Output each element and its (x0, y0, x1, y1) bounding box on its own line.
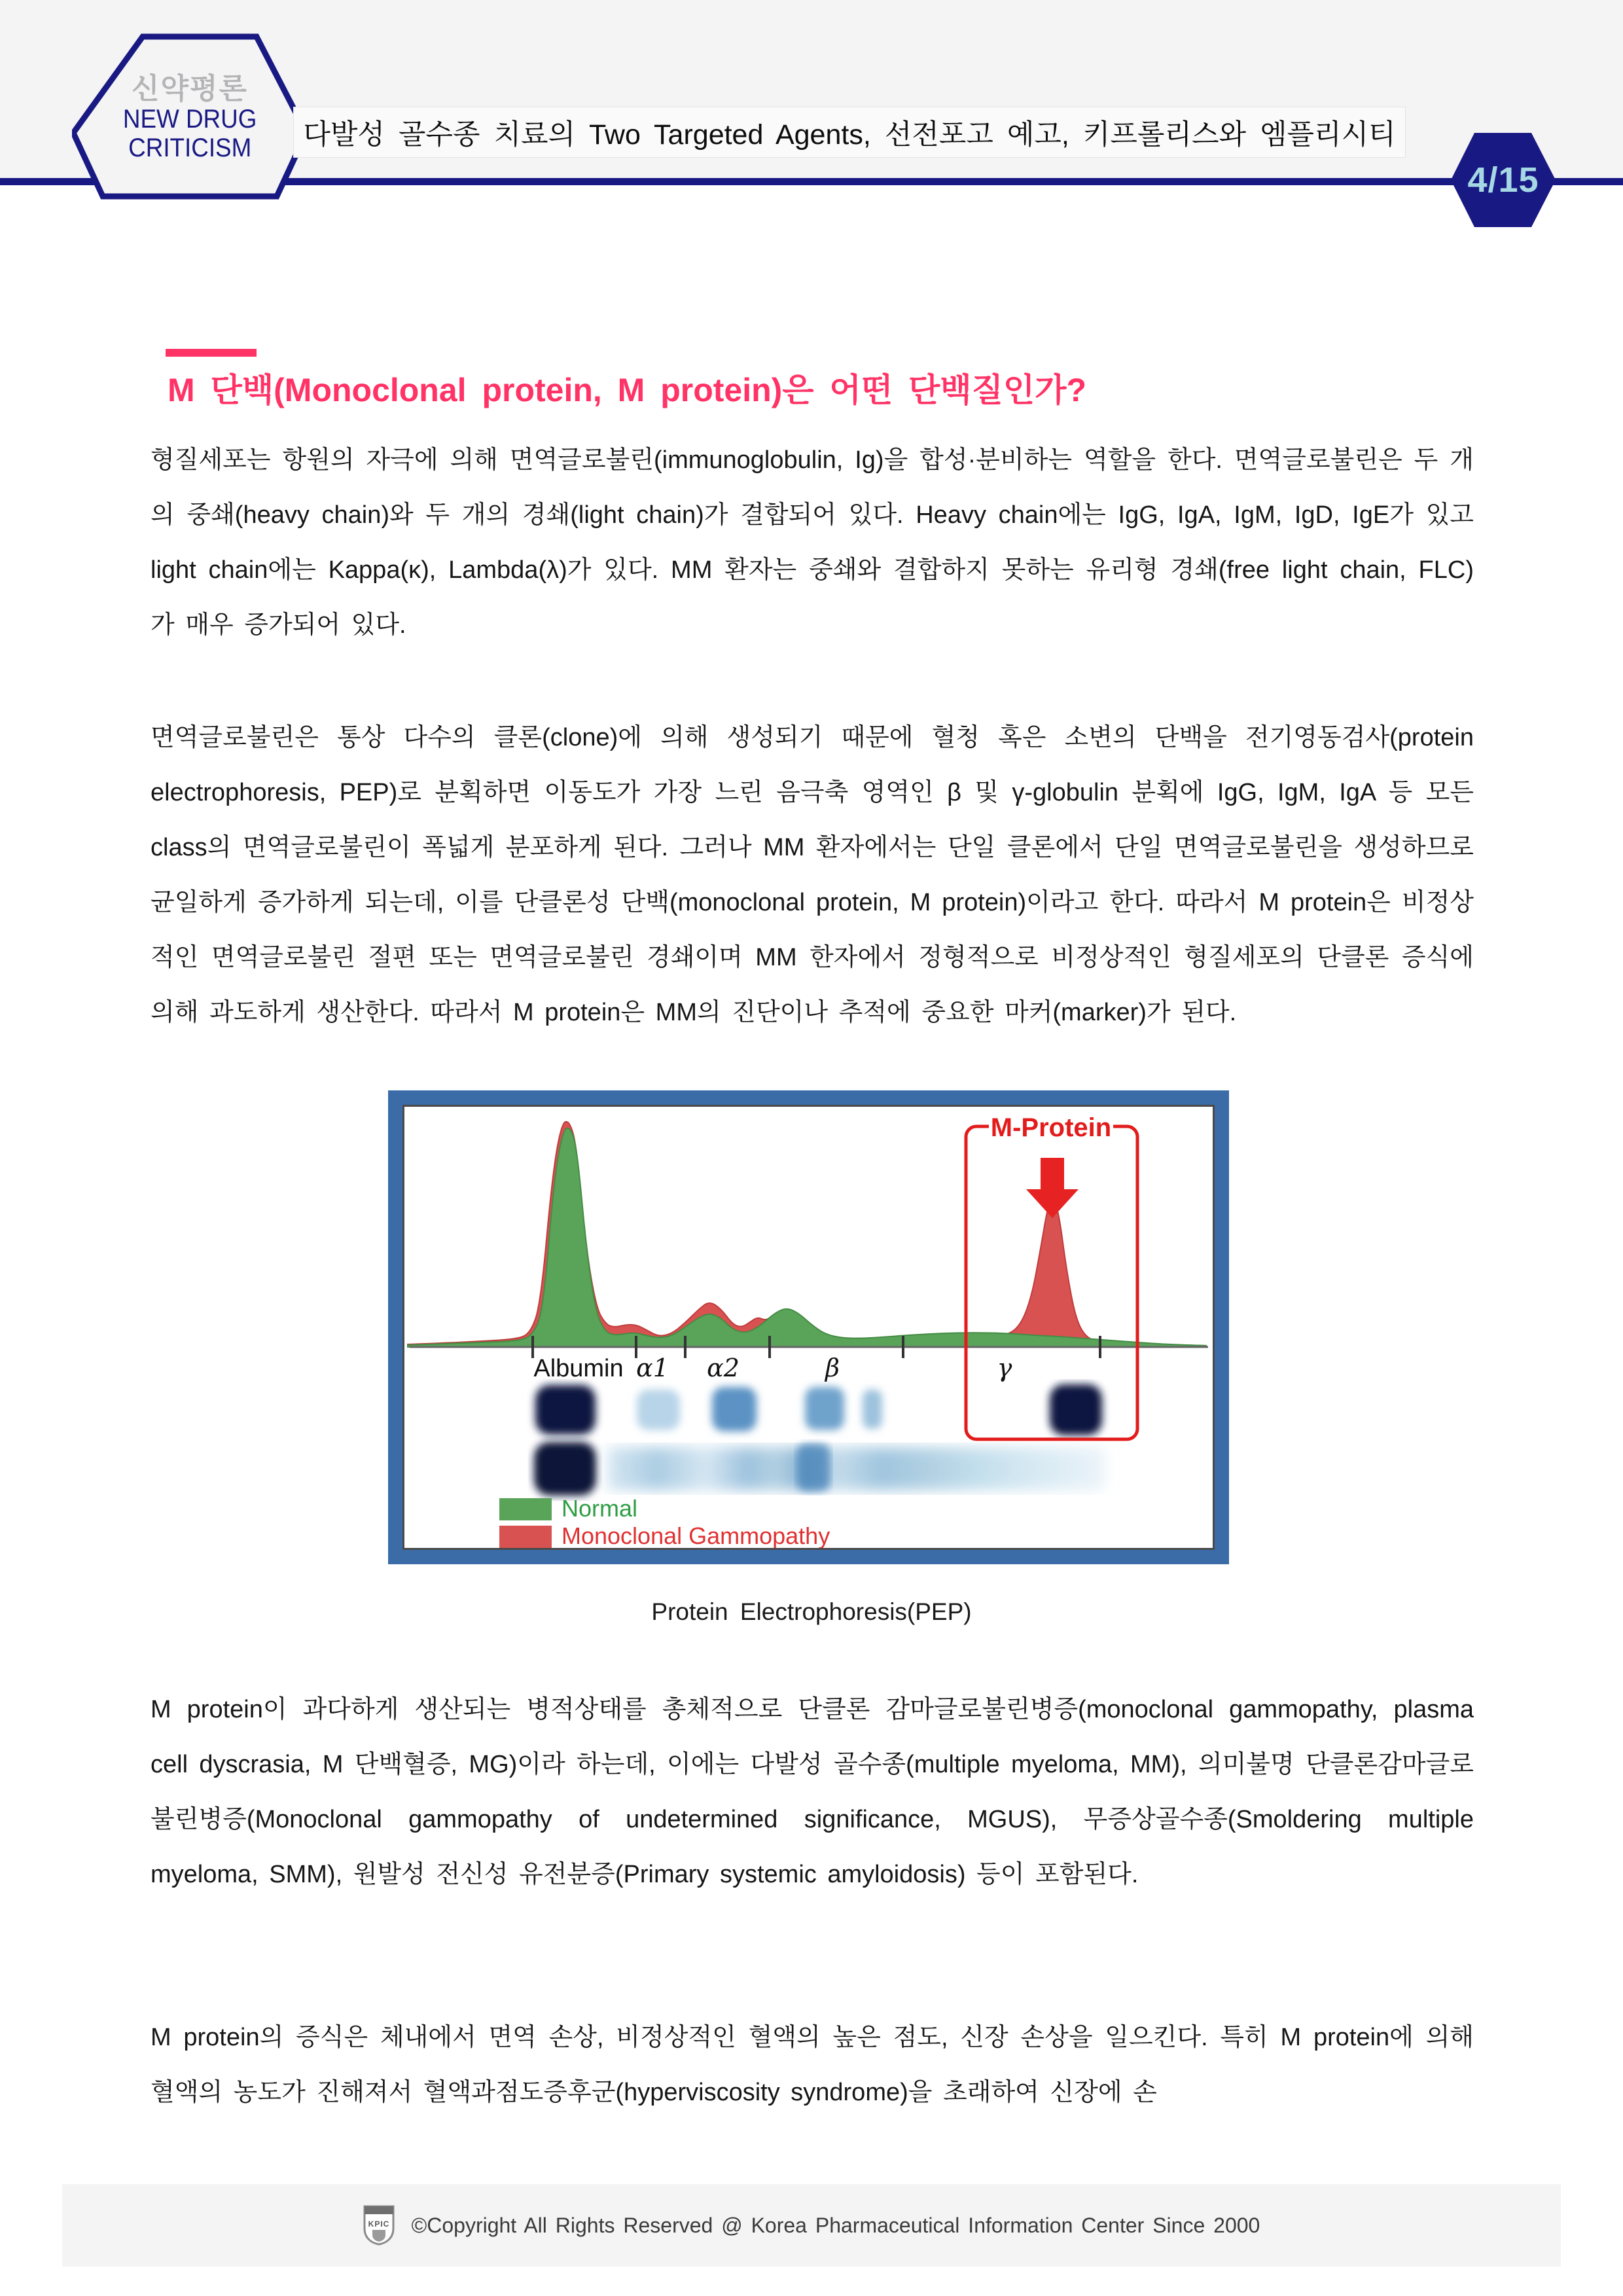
copyright-text: ©Copyright All Rights Reserved @ Korea Pharmaceutical Information Center Since 2000 (411, 2213, 1260, 2237)
paragraph-3: M protein이 과다하게 생산되는 병적상태를 총체적으로 단클론 감마글로불린병증(monoclonal gammopathy, plasma cell dyscrasia, M 단백혈증, MG)이라 하는데, 이에는 다발성 골수종(multiple myeloma, MM), 의미불명 단클론감마글로불린병증(Monoclonal gammopathy of undetermined significance, MGUS), 무증상골수종(Smoldering multiple myeloma, SMM), 원발성 전신성 유전분증(Primary systemic amyloidosis) 등이 포함된다. (151, 1696, 1474, 1888)
gel-lane-normal (534, 1442, 1105, 1496)
logo-korean-text: 신약평론 (131, 72, 248, 105)
paragraph-2: 면역글로불린은 통상 다수의 클론(clone)에 의해 생성되기 때문에 혈청 혹은 소변의 단백을 전기영동검사(protein electrophoresis, PEP)로 분획하면 이동도가 가장 느린 음극축 영역인 β 및 γ-globulin 분획에 IgG, IgM, IgA 등 모든 class의 면역글로불린이 폭넓게 분포하게 된다. 그러나 MM 환자에서는 단일 클론에서 단일 면역글로불린을 생성하므로 균일하게 증가하게 되는데, 이를 단클론성 단백(monoclonal protein, M protein)이라고 한다. 따라서 M protein은 비정상적인 면역글로불린 절편 또는 면역글로불린 경쇄이며 MM 한자에서 정형적으로 비정상적인 형질세포의 단클론 증식에 의해 과도하게 생산한다. 따라서 M protein은 MM의 진단이나 추적에 중요한 마커(marker)가 된다. (151, 724, 1474, 1026)
gel-lane-monoclonal (535, 1384, 1102, 1435)
logo-english-line2: CRITICISM (128, 134, 252, 163)
document-title-bar (293, 107, 1406, 158)
axis-label-beta: β (825, 1354, 840, 1382)
axis-label-alpha1: α1 (636, 1354, 669, 1382)
m-protein-label: M-Protein (990, 1113, 1112, 1142)
paragraph-4: M protein의 증식은 체내에서 면역 손상, 비정상적인 혈액의 높은 점도, 신장 손상을 일으킨다. 특히 M protein에 의해 혈액의 농도가 진해져서 혈액과점도증후군(hyperviscosity syndrome)을 초래하여 신장에 손 (151, 2024, 1474, 2106)
legend-label-monoclonal: Monoclonal Gammopathy (562, 1522, 830, 1548)
pep-figure-inner (402, 1105, 1215, 1550)
axis-label-alpha2: α2 (707, 1354, 740, 1382)
axis-label-albumin: Albumin (533, 1355, 624, 1382)
footer (62, 2184, 1561, 2267)
paragraph-1: 형질세포는 항원의 자극에 의해 면역글로불린(immunoglobulin, Ig)을 합성·분비하는 역할을 한다. 면역글로불린은 두 개의 중쇄(heavy chain)와 두 개의 경쇄(light chain)가 결합되어 있다. Heavy chain에는 IgG, IgA, IgM, IgD, IgE가 있고 light chain에는 Kappa(κ), Lambda(λ)가 있다. MM 환자는 중쇄와 결합하지 못하는 유리형 경쇄(free light chain, FLC)가 매우 증가되어 있다. (151, 446, 1474, 639)
logo-english-line1: NEW DRUG (122, 105, 257, 134)
legend-swatch-normal (499, 1498, 552, 1520)
figure-caption: Protein Electrophoresis(PEP) (651, 1598, 972, 1625)
normal-curve (408, 1128, 1206, 1347)
m-protein-arrow-icon (1026, 1158, 1079, 1218)
document-title: 다발성 골수종 치료의 Two Targeted Agents, 선전포고 예고, 키프롤리스와 엠플리시티 (303, 118, 1396, 151)
section-heading: M 단백(Monoclonal protein, M protein)은 어떤 단백질인가? (168, 372, 1087, 408)
axis-label-gamma: γ (997, 1354, 1012, 1382)
logo (72, 26, 308, 209)
pep-chart (404, 1107, 1213, 1548)
monoclonal-gammopathy-curve (408, 1122, 1206, 1347)
kpic-logo-icon (363, 2205, 395, 2246)
pep-figure (388, 1090, 1229, 1564)
page-number: 4/15 (1467, 160, 1539, 200)
legend-swatch-monoclonal (499, 1526, 552, 1548)
heading-accent-dash (166, 349, 257, 357)
kpic-logo-text: KPIC (368, 2219, 389, 2229)
legend-label-normal: Normal (562, 1495, 638, 1522)
